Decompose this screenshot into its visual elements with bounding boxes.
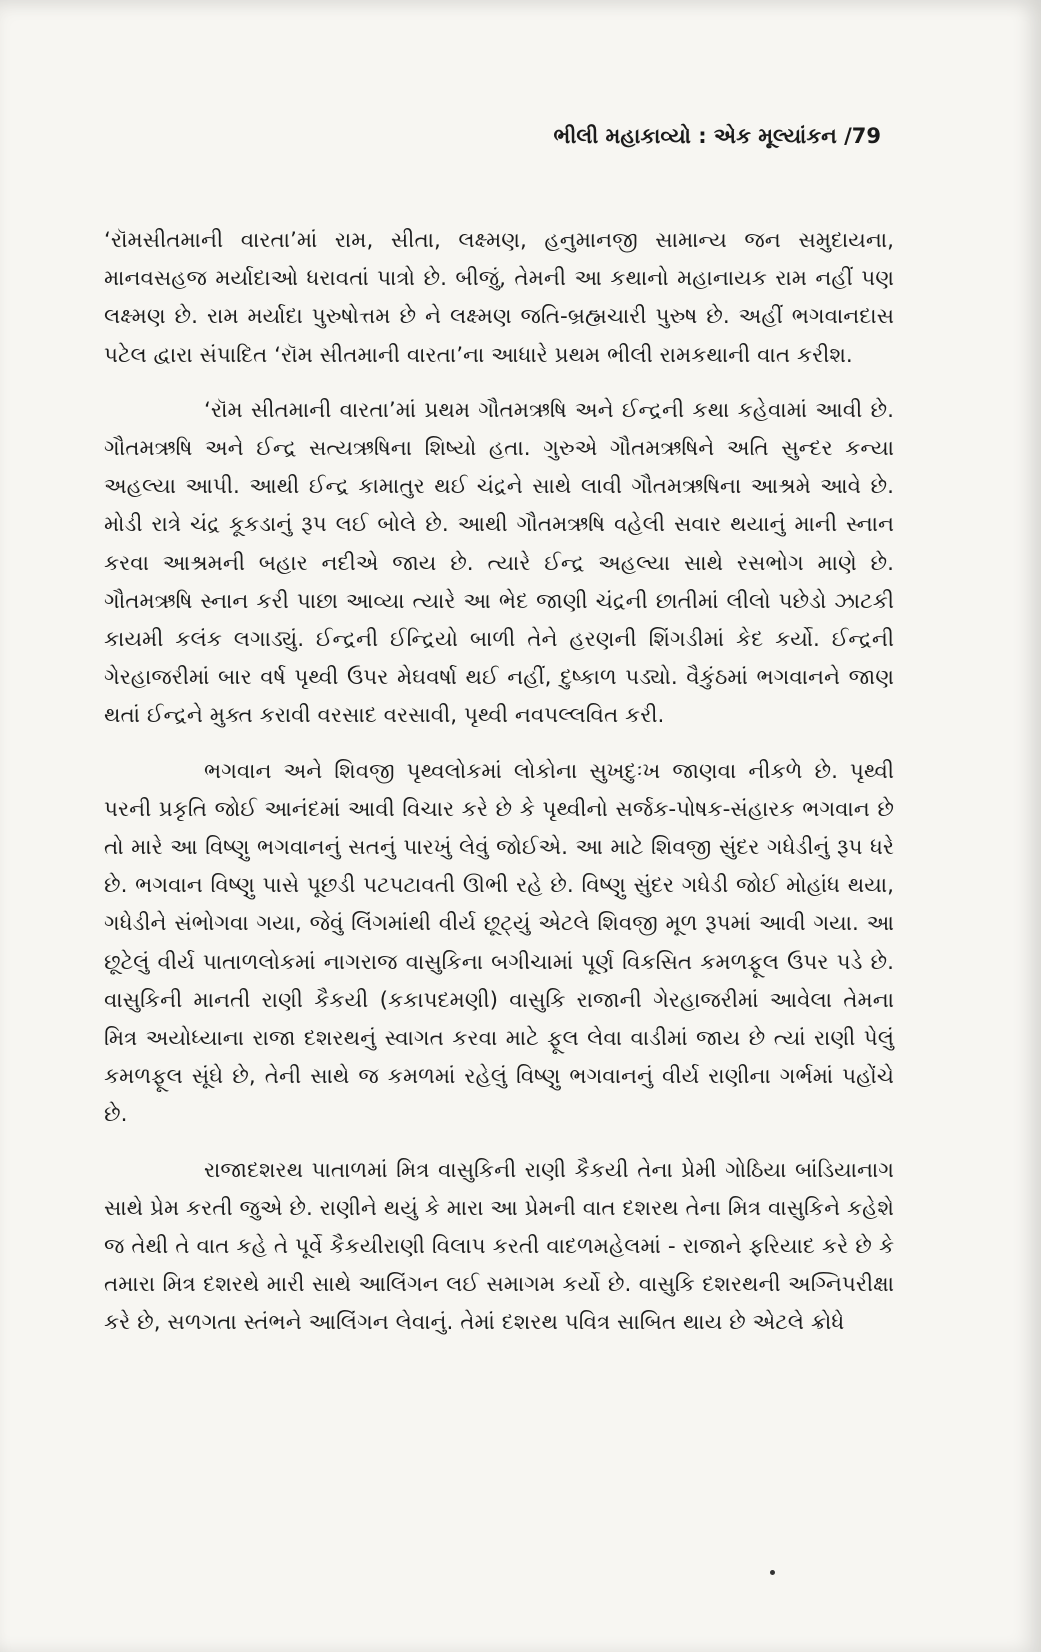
running-head: ભીલી મહાકાવ્યો : એક મૂલ્યાંકન /79 <box>553 124 881 148</box>
ink-dot <box>770 1570 775 1575</box>
paragraph-2: ‘રૉમ સીતમાની વારતા’માં પ્રથમ ગૌતમઋષિ અને ઈન્દ્રની કથા કહેવામાં આવી છે. ગૌતમઋષિ અને ઈન્દ્ર સત્યઋષિના શિષ્યો હતા. ગુરુએ ગૌતમઋષિને અતિ સુન્દર કન્યા અહલ્યા આપી. આથી ઈન્દ્ર કામાતુર થઈ ચંદ્રને સાથે લાવી ગૌતમઋષિના આશ્રમે આવે છે. મોડી રાત્રે ચંદ્ર કૂકડાનું રૂપ લઈ બોલે છે. આથી ગૌતમઋષિ વહેલી સવાર થયાનું માની સ્નાન કરવા આશ્રમની બહાર નદીએ જાય છે. ત્યારે ઈન્દ્ર અહલ્યા સાથે રસભોગ માણે છે. ગૌતમઋષિ સ્નાન કરી પાછા આવ્યા ત્યારે આ ભેદ જાણી ચંદ્રની છાતીમાં લીલો પછેડો ઝાટકી કાયમી કલંક લગાડ્યું. ઈન્દ્રની ઈન્દ્રિયો બાળી તેને હરણની શિંગડીમાં કેદ કર્યો. ઈન્દ્રની ગેરહાજરીમાં બાર વર્ષ પૃથ્વી ઉપર મેઘવર્ષા થઈ નહીં, દુષ્કાળ પડ્યો. વૈકુંઠમાં ભગવાનને જાણ થતાં ઈન્દ્રને મુક્ત કરાવી વરસાદ વરસાવી, પૃથ્વી નવપલ્લવિત કરી. <box>104 397 894 729</box>
paragraph-4: રાજાદશરથ પાતાળમાં મિત્ર વાસુકિની રાણી કૈકયી તેના પ્રેમી ગોઠિયા બાંડિયાનાગ સાથે પ્રેમ કરતી જુએ છે. રાણીને થયું કે મારા આ પ્રેમની વાત દશરથ તેના મિત્ર વાસુકિને કહેશે જ તેથી તે વાત કહે તે પૂર્વે કૈકયીરાણી વિલાપ કરતી વાદળમહેલમાં - રાજાને ફરિયાદ કરે છે કે તમારા મિત્ર દશરથે મારી સાથે આલિંગન લઈ સમાગમ કર્યો છે. વાસુકિ દશરથની અગ્નિપરીક્ષા કરે છે, સળગતા સ્તંભને આલિંગન લેવાનું. તેમાં દશરથ પવિત્ર સાબિત થાય છે એટલે ક્રોધે <box>104 1157 894 1336</box>
paragraph-1: ‘રૉમસીતમાની વારતા’માં રામ, સીતા, લક્ષ્મણ, હનુમાનજી સામાન્ય જન સમુદાયના, માનવસહજ મર્યાદાઓ ધરાવતાં પાત્રો છે. બીજું, તેમની આ કથાનો મહાનાયક રામ નહીં પણ લક્ષ્મણ છે. રામ મર્યાદા પુરુષોત્તમ છે ને લક્ષ્મણ જતિ-બ્રહ્મચારી પુરુષ છે. અહીં ભગવાનદાસ પટેલ દ્વારા સંપાદિત ‘રૉમ સીતમાની વારતા’ના આધારે પ્રથમ ભીલી રામકથાની વાત કરીશ. <box>104 228 894 368</box>
body-text <box>104 222 894 1343</box>
paragraph-3: ભગવાન અને શિવજી પૃથ્વલોકમાં લોકોના સુખદુઃખ જાણવા નીકળે છે. પૃથ્વી પરની પ્રકૃતિ જોઈ આનંદમાં આવી વિચાર કરે છે કે પૃથ્વીનો સર્જક-પોષક-સંહારક ભગવાન છે તો મારે આ વિષ્ણુ ભગવાનનું સતનું પારખું લેવું જોઈએ. આ માટે શિવજી સુંદર ગધેડીનું રૂપ ધરે છે. ભગવાન વિષ્ણુ પાસે પૂછડી પટપટાવતી ઊભી રહે છે. વિષ્ણુ સુંદર ગધેડી જોઈ મોહાંધ થયા, ગધેડીને સંભોગવા ગયા, જેવું લિંગમાંથી વીર્ય છૂટ્યું એટલે શિવજી મૂળ રૂપમાં આવી ગયા. આ છૂટેલું વીર્ય પાતાળલોકમાં નાગરાજ વાસુકિના બગીચામાં પૂર્ણ વિકસિત કમળફૂલ ઉપર પડે છે. વાસુકિની માનતી રાણી કૈકયી (કકાપદમણી) વાસુકિ રાજાની ગેરહાજરીમાં આવેલા તેમના મિત્ર અયોધ્યાના રાજા દશરથનું સ્વાગત કરવા માટે ફૂલ લેવા વાડીમાં જાય છે ત્યાં રાણી પેલું કમળફૂલ સૂંઘે છે, તેની સાથે જ કમળમાં રહેલું વિષ્ણુ ભગવાનનું વીર્ય રાણીના ગર્ભમાં પહોંચે છે. <box>104 758 894 1128</box>
